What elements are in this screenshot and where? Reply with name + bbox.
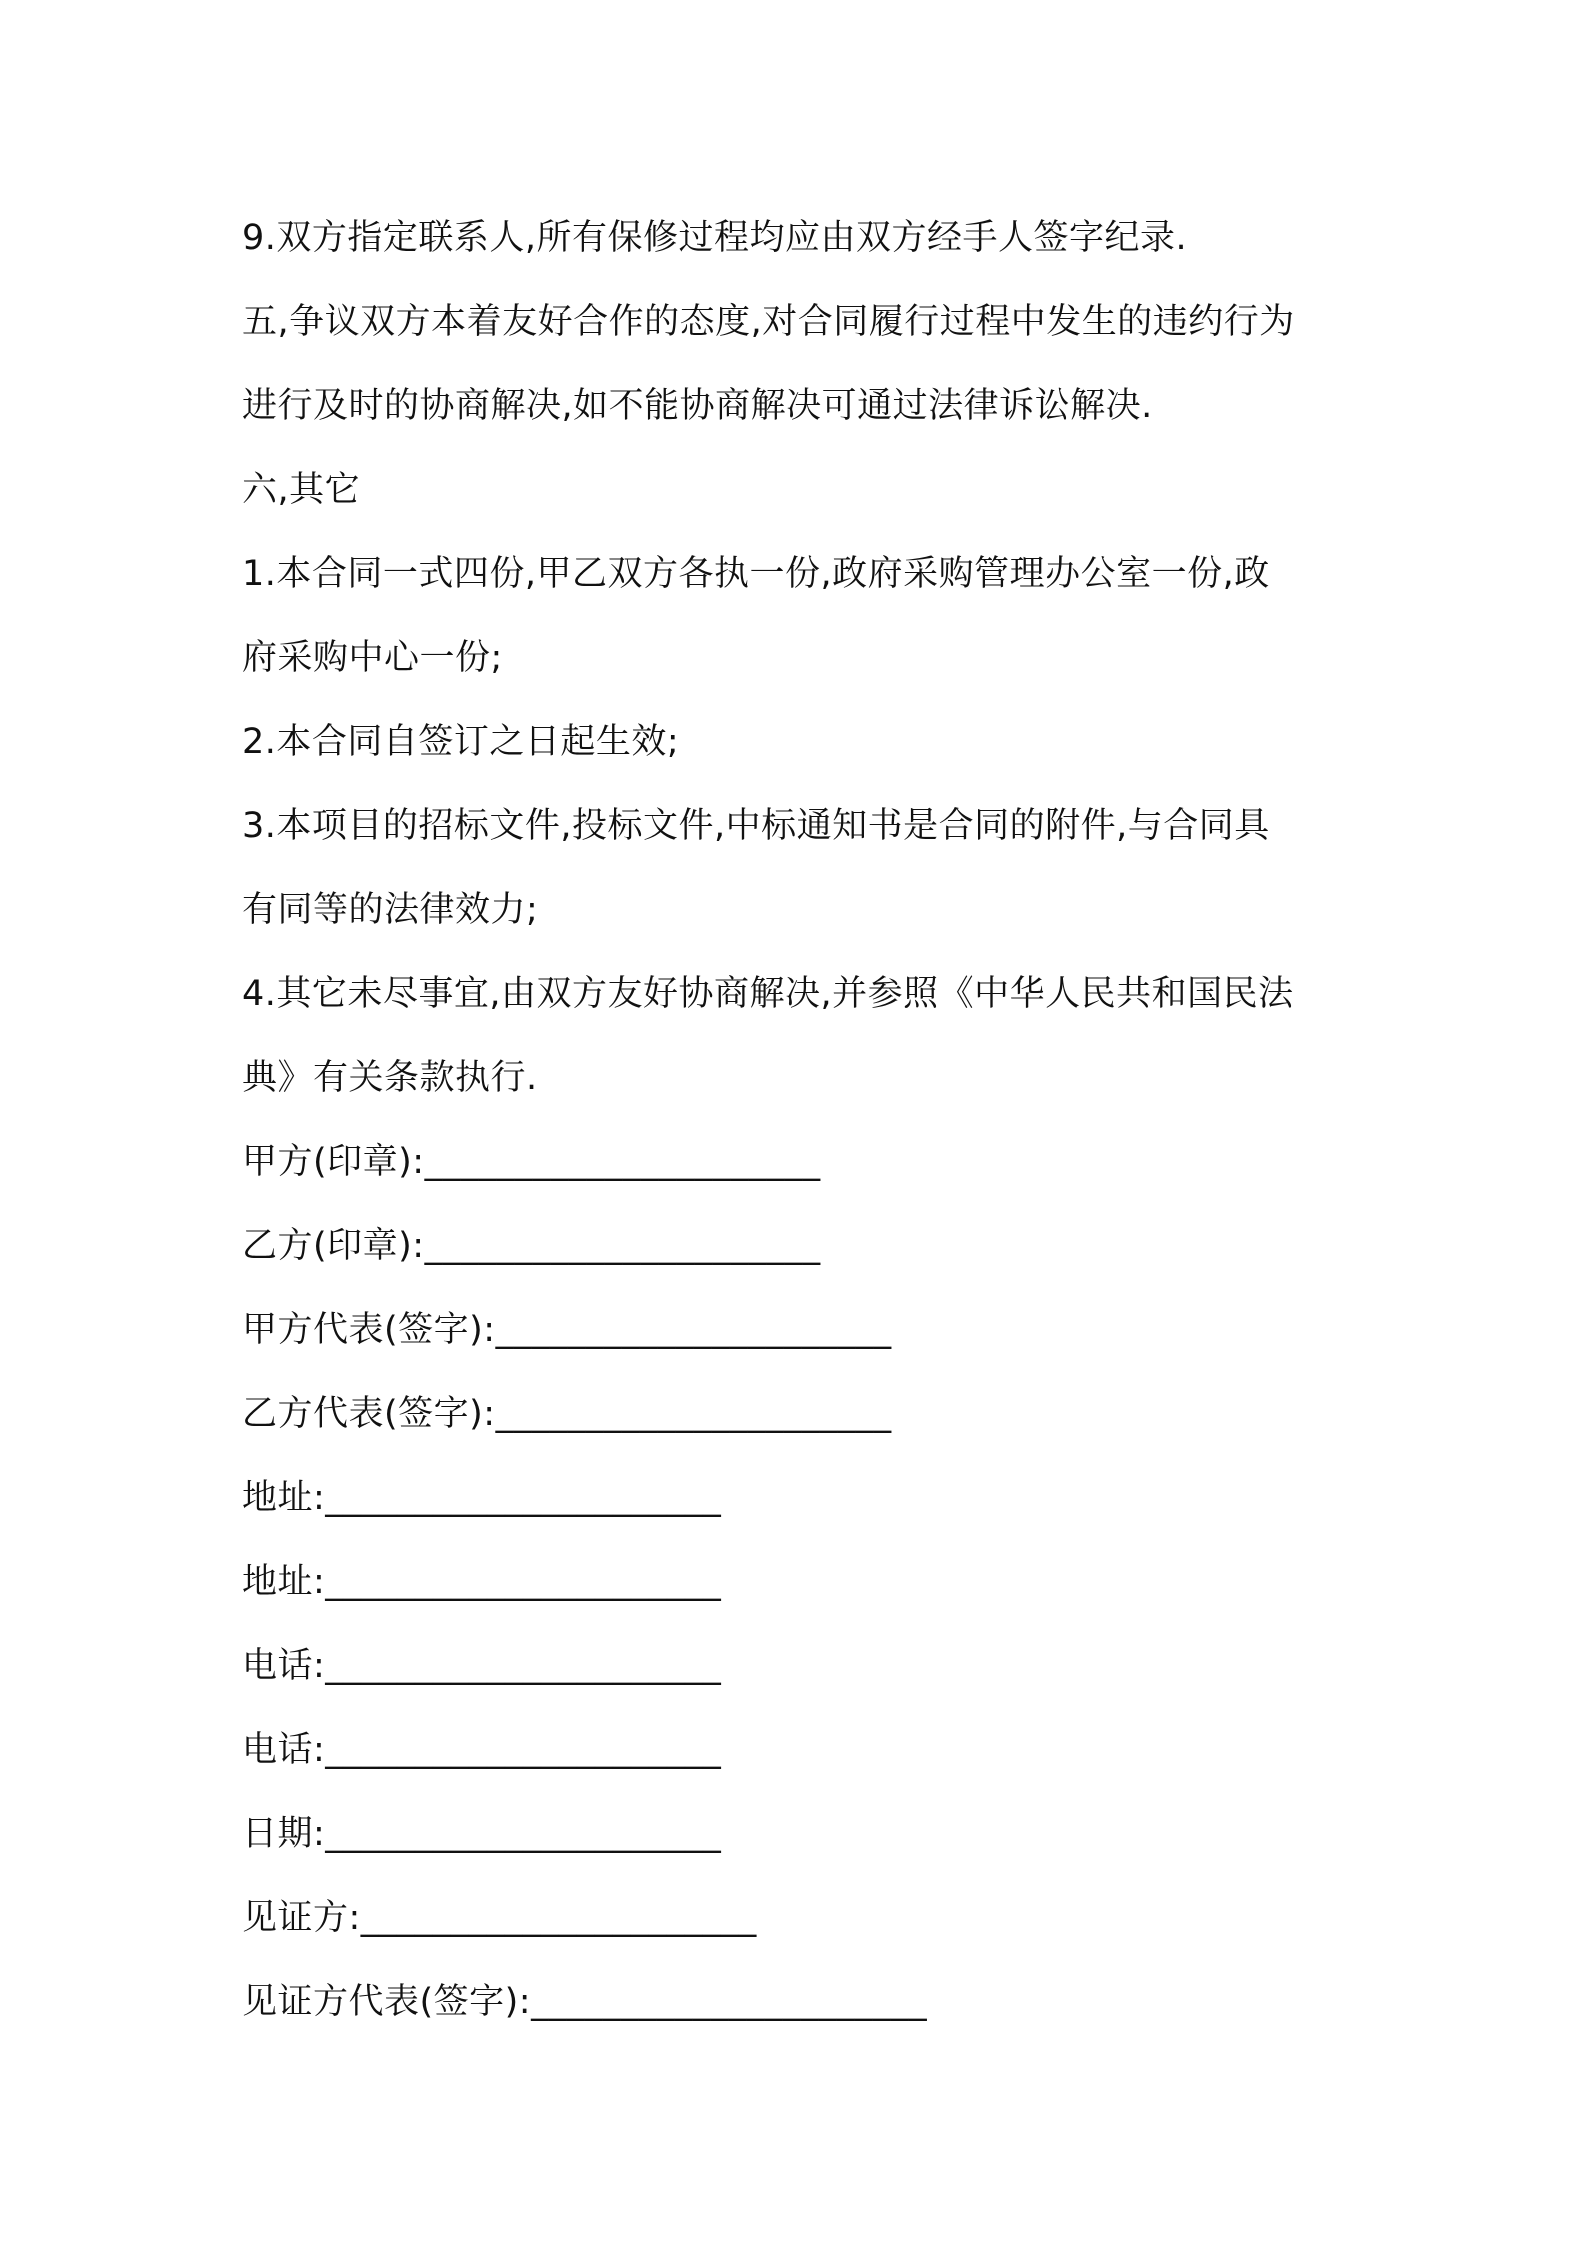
section-5-dispute-line-1: 五,争议双方本着友好合作的态度,对合同履行过程中发生的违约行为 [242, 302, 1295, 342]
clause-6-4-line-2: 典》有关条款执行. [242, 1058, 538, 1098]
party-a-representative-signature-field: 甲方代表(签字):______________________ [242, 1310, 892, 1350]
section-6-heading: 六,其它 [242, 470, 361, 510]
address-field-2: 地址:______________________ [242, 1562, 722, 1602]
party-a-seal-field: 甲方(印章):______________________ [242, 1142, 821, 1182]
address-field-1: 地址:______________________ [242, 1478, 722, 1518]
date-field: 日期:______________________ [242, 1814, 722, 1854]
clause-6-3-line-2: 有同等的法律效力; [242, 890, 539, 930]
witness-field: 见证方:______________________ [242, 1898, 757, 1938]
clause-6-3-line-1: 3.本项目的招标文件,投标文件,中标通知书是合同的附件,与合同具 [242, 806, 1270, 846]
clause-6-4-line-1: 4.其它未尽事宜,由双方友好协商解决,并参照《中华人民共和国民法 [242, 974, 1294, 1014]
party-b-representative-signature-field: 乙方代表(签字):______________________ [242, 1394, 892, 1434]
section-5-dispute-line-2: 进行及时的协商解决,如不能协商解决可通过法律诉讼解决. [242, 386, 1153, 426]
clause-6-2: 2.本合同自签订之日起生效; [242, 722, 680, 762]
document-body [242, 196, 1352, 2044]
phone-field-2: 电话:______________________ [242, 1730, 722, 1770]
phone-field-1: 电话:______________________ [242, 1646, 722, 1686]
witness-representative-signature-field: 见证方代表(签字):______________________ [242, 1982, 928, 2022]
clause-9-contact-persons: 9.双方指定联系人,所有保修过程均应由双方经手人签字纪录. [242, 218, 1188, 258]
party-b-seal-field: 乙方(印章):______________________ [242, 1226, 821, 1266]
clause-6-1-line-1: 1.本合同一式四份,甲乙双方各执一份,政府采购管理办公室一份,政 [242, 554, 1270, 594]
clause-6-1-line-2: 府采购中心一份; [242, 638, 503, 678]
